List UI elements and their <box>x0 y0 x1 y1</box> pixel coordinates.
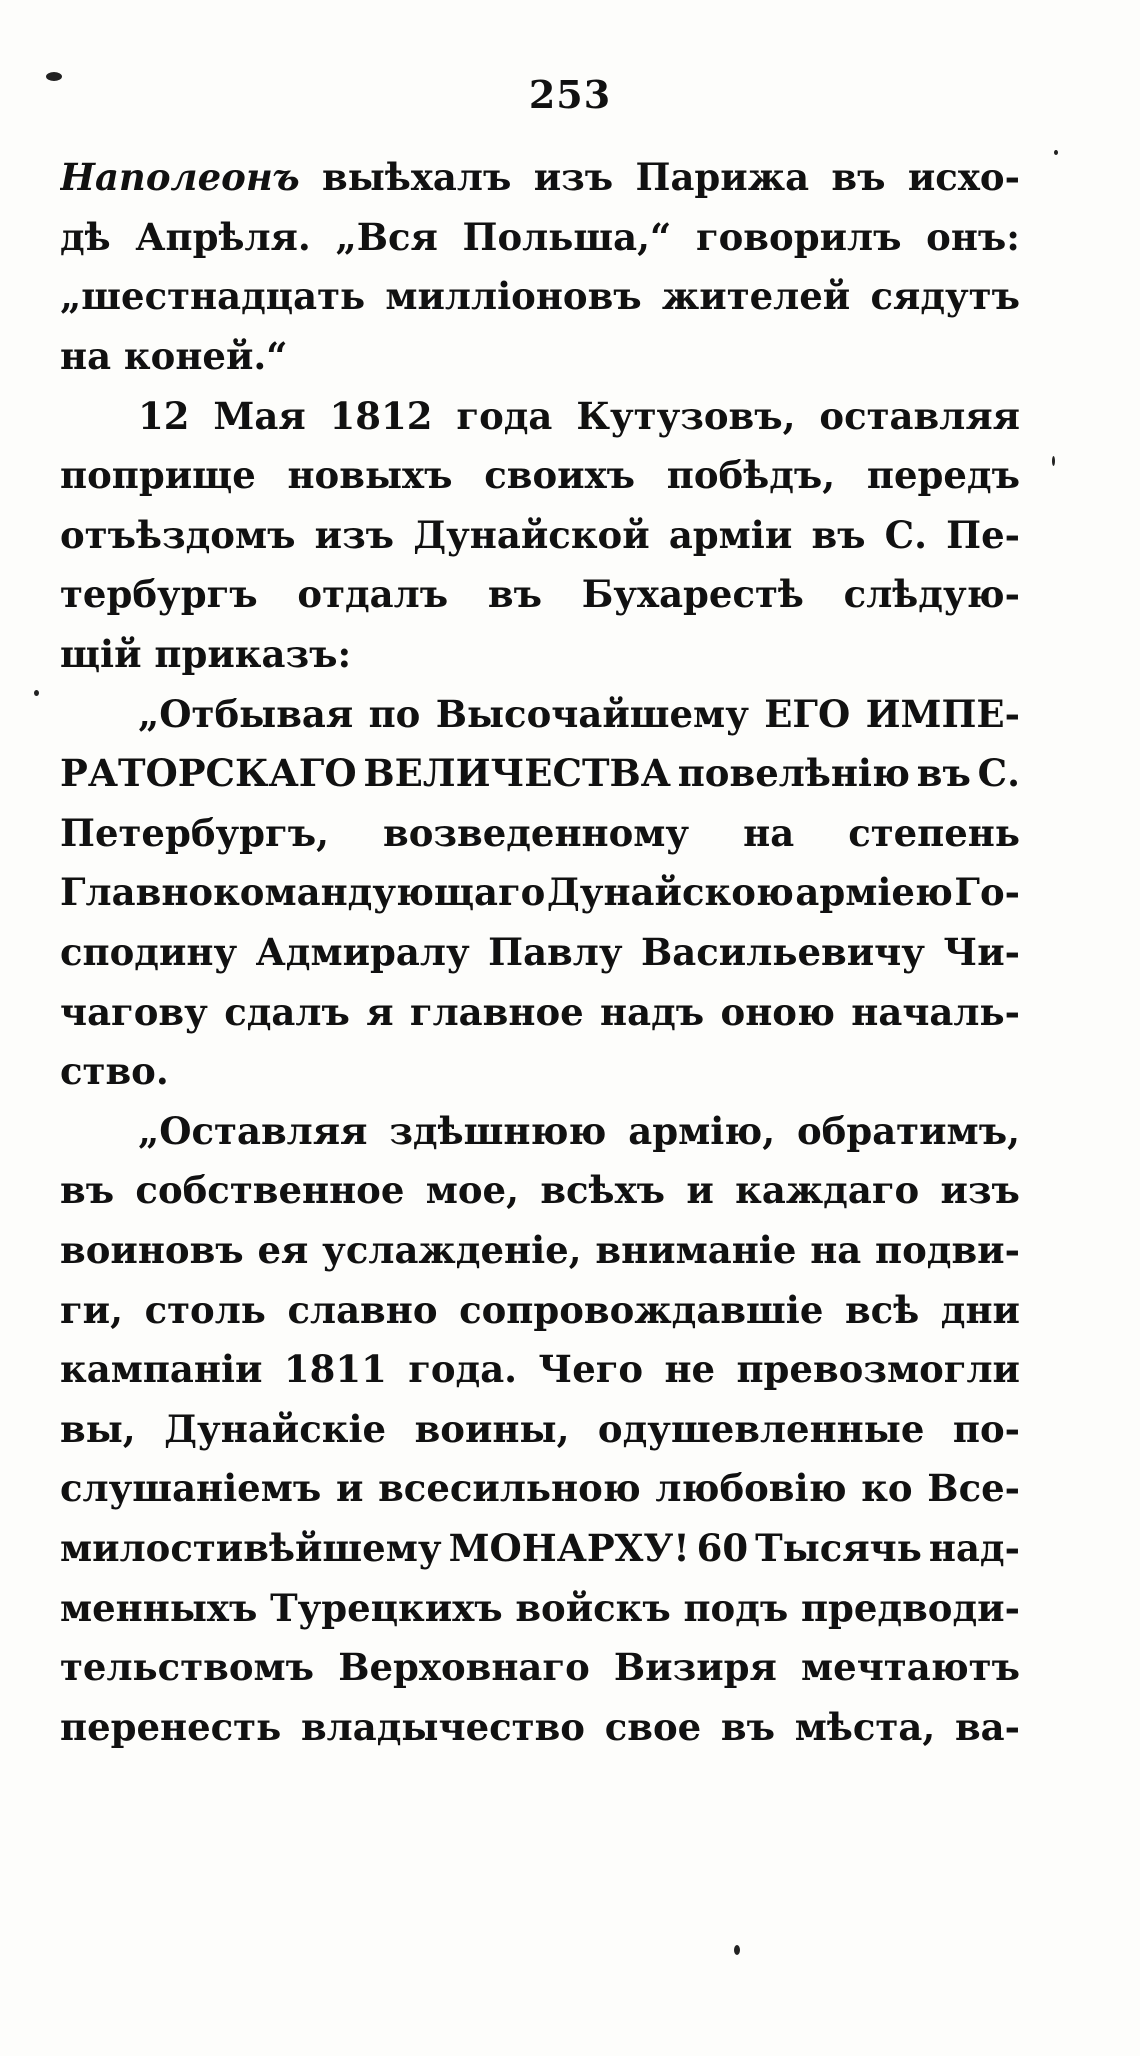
text-line <box>60 1280 1020 1340</box>
word: арміи <box>668 512 793 557</box>
word: всесильною <box>378 1466 641 1511</box>
text-line: на коней.“ <box>60 334 288 379</box>
text-line <box>60 1221 1020 1281</box>
text-line <box>60 1399 1020 1459</box>
word: Павлу <box>488 930 623 975</box>
word: тербургъ <box>60 572 258 617</box>
word: Дунайскіе <box>164 1406 387 1451</box>
word: надъ <box>600 989 705 1034</box>
text-line <box>60 1161 1020 1221</box>
word: 1812 <box>329 393 433 438</box>
text-line <box>60 565 1020 625</box>
word: не <box>664 1347 716 1392</box>
word: 60 <box>696 1525 749 1570</box>
word: предводи- <box>800 1585 1020 1630</box>
word: воины, <box>414 1406 570 1451</box>
text-line <box>60 1578 1020 1638</box>
word: своихъ <box>484 453 636 498</box>
word: „шестнадцать <box>60 274 366 319</box>
word: сподину <box>60 930 238 975</box>
ink-speck <box>1054 150 1058 155</box>
text-line <box>60 506 1020 566</box>
text-line <box>60 267 1020 327</box>
word: воиновъ <box>60 1227 244 1272</box>
word: Петербургъ, <box>60 810 329 855</box>
word: Дунайской <box>413 512 650 557</box>
word: над- <box>928 1525 1020 1570</box>
word: услажденіе, <box>322 1227 582 1272</box>
word: Бухарестѣ <box>581 572 804 617</box>
word: „Оставляя <box>138 1108 368 1153</box>
word: Апрѣля. <box>135 214 311 259</box>
word: одушевленные <box>597 1406 925 1451</box>
word: Парижа <box>635 155 810 200</box>
word: оставляя <box>819 393 1020 438</box>
word: и <box>335 1466 364 1511</box>
word: говорилъ <box>695 214 902 259</box>
word: оною <box>720 989 835 1034</box>
word: въ <box>720 1704 775 1749</box>
text-line <box>60 1102 1020 1162</box>
text-line <box>60 208 1020 268</box>
word: ея <box>257 1227 309 1272</box>
text-line <box>60 386 1020 446</box>
word: Чего <box>538 1347 644 1392</box>
text-line <box>60 1340 1020 1400</box>
word: и <box>686 1168 714 1213</box>
word: свое <box>604 1704 702 1749</box>
text-line <box>60 744 1020 804</box>
word: сопровождавшіе <box>459 1287 824 1332</box>
word: въ <box>831 155 886 200</box>
word: Чи- <box>943 930 1020 975</box>
text-line <box>60 863 1020 923</box>
word: дни <box>940 1287 1020 1332</box>
word: столь <box>144 1287 266 1332</box>
word: на <box>810 1227 862 1272</box>
word: по- <box>952 1406 1020 1451</box>
word: въ <box>60 1168 115 1213</box>
word: повелѣнію <box>677 751 910 796</box>
word: года <box>456 393 553 438</box>
word: Все- <box>927 1466 1020 1511</box>
word: Тысячь <box>755 1525 922 1570</box>
page-number: 253 <box>528 72 612 117</box>
text-line <box>60 148 1020 208</box>
word: Высочайшему <box>435 691 749 736</box>
word: мѣста, <box>794 1704 936 1749</box>
word: здѣшнюю <box>389 1108 607 1153</box>
word: жителей <box>661 274 851 319</box>
word: тельствомъ <box>60 1645 315 1690</box>
word: славно <box>287 1287 438 1332</box>
word: главное <box>409 989 584 1034</box>
word: ко <box>861 1466 913 1511</box>
ink-speck <box>46 72 62 81</box>
word: ВЕЛИЧЕСТВА <box>363 751 671 796</box>
word: въ <box>811 512 866 557</box>
word: Турецкихъ <box>270 1585 503 1630</box>
word: кампаніи <box>60 1347 263 1392</box>
word: войскъ <box>515 1585 671 1630</box>
word: онъ: <box>926 214 1020 259</box>
word: въ <box>487 572 542 617</box>
word: началь- <box>851 989 1020 1034</box>
word: ги, <box>60 1287 123 1332</box>
word: 1811 <box>283 1347 387 1392</box>
text-line <box>60 446 1020 506</box>
word: по <box>368 691 421 736</box>
word: всѣхъ <box>540 1168 666 1213</box>
word: РАТОРСКАГО <box>60 751 357 796</box>
word: Пе- <box>946 512 1020 557</box>
word: владычество <box>300 1704 585 1749</box>
word: исхо- <box>907 155 1020 200</box>
word: возведенному <box>383 810 690 855</box>
word: Васильевичу <box>641 930 925 975</box>
word: отъѣздомъ <box>60 512 296 557</box>
word: Визиря <box>613 1645 777 1690</box>
word: собственное <box>135 1168 405 1213</box>
word: вы, <box>60 1406 136 1451</box>
word: обратимъ, <box>796 1108 1020 1153</box>
text-line: щій приказъ: <box>60 632 352 677</box>
word: всѣ <box>844 1287 920 1332</box>
word: Дунайскою <box>546 870 794 915</box>
word: сдалъ <box>224 989 350 1034</box>
word: превозмогли <box>736 1347 1020 1392</box>
text-line: ство. <box>60 1049 169 1094</box>
word: ЕГО <box>764 691 851 736</box>
word: Польша,“ <box>462 214 672 259</box>
word: менныхъ <box>60 1585 258 1630</box>
word: выѣхалъ <box>322 155 512 200</box>
word: „Отбывая <box>138 691 354 736</box>
word: сядутъ <box>870 274 1020 319</box>
word: Мая <box>213 393 306 438</box>
word: милостивѣйшему <box>60 1525 442 1570</box>
word: мечтаютъ <box>801 1645 1020 1690</box>
text-line <box>60 804 1020 864</box>
word: Главнокомандующаго <box>60 870 546 915</box>
word: любовію <box>655 1466 847 1511</box>
word: я <box>366 989 394 1034</box>
word: Кутузовъ, <box>576 393 796 438</box>
word: С. <box>884 512 928 557</box>
ink-speck <box>734 1945 740 1955</box>
word: перенесть <box>60 1704 282 1749</box>
word: слѣдую- <box>843 572 1020 617</box>
text-line <box>60 684 1020 744</box>
word: на <box>743 810 795 855</box>
text-line <box>60 923 1020 983</box>
word: мое, <box>425 1168 519 1213</box>
word: чагову <box>60 989 208 1034</box>
word: ИМПЕ- <box>865 691 1020 736</box>
ink-speck <box>34 690 39 696</box>
text-line <box>60 1638 1020 1698</box>
word: подъ <box>683 1585 789 1630</box>
word: дѣ <box>60 214 111 259</box>
ink-speck <box>1052 456 1055 466</box>
body-text <box>60 148 1020 1757</box>
text-line <box>60 1459 1020 1519</box>
word: „Вся <box>335 214 438 259</box>
word: побѣдъ, <box>666 453 836 498</box>
word: Адмиралу <box>255 930 470 975</box>
word: Верховнаго <box>338 1645 590 1690</box>
word: подви- <box>875 1227 1020 1272</box>
word: изъ <box>940 1168 1020 1213</box>
word: новыхъ <box>287 453 453 498</box>
word: 12 <box>138 393 190 438</box>
word: въ <box>916 751 971 796</box>
word: изъ <box>533 155 614 200</box>
text-line <box>60 982 1020 1042</box>
word: вниманіе <box>595 1227 797 1272</box>
word: отдалъ <box>297 572 449 617</box>
word: изъ <box>314 512 395 557</box>
word: армію, <box>628 1108 776 1153</box>
word: слушаніемъ <box>60 1466 322 1511</box>
word: года. <box>408 1347 518 1392</box>
word: МОНАРХУ! <box>448 1525 690 1570</box>
word: С. <box>977 751 1020 796</box>
word: Го- <box>954 870 1020 915</box>
word: степень <box>848 810 1020 855</box>
word: каждаго <box>735 1168 920 1213</box>
word: передъ <box>866 453 1020 498</box>
word: поприще <box>60 453 256 498</box>
word: ва- <box>954 1704 1020 1749</box>
word: Наполеонъ <box>60 155 300 200</box>
text-line <box>60 1519 1020 1579</box>
word: арміею <box>795 870 953 915</box>
text-line <box>60 1697 1020 1757</box>
word: милліоновъ <box>385 274 642 319</box>
